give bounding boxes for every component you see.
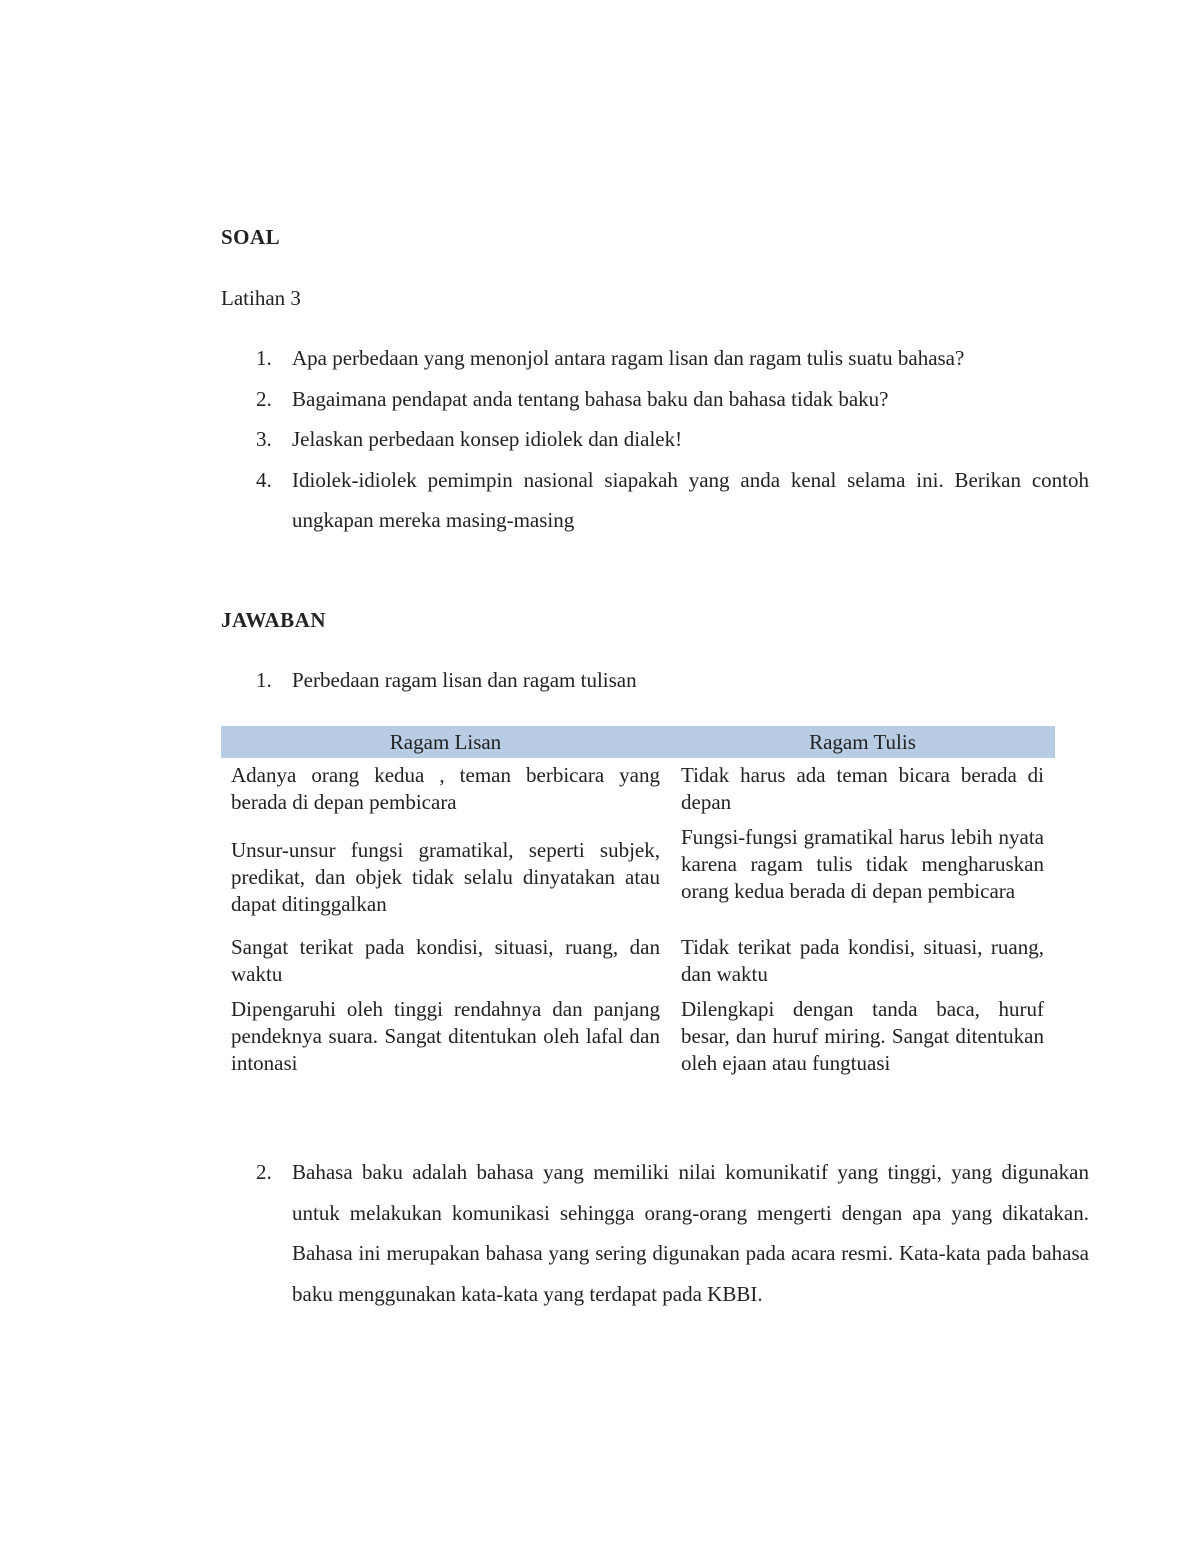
table-row (221, 922, 1055, 992)
question-item: 2. Bagaimana pendapat anda tentang bahasa baku dan bahasa tidak baku? (256, 386, 889, 411)
jawaban-heading: JAWABAN (221, 608, 327, 632)
table-row (221, 820, 1055, 922)
question-text: Bagaimana pendapat anda tentang bahasa baku dan bahasa tidak baku? (292, 386, 889, 411)
question-item: 3. Jelaskan perbedaan konsep idiolek dan dialek! (256, 427, 683, 451)
table-cell: Tidak harus ada teman bicara berada di depan (681, 763, 1044, 814)
answer-list-2 (221, 1152, 1089, 1314)
answer-text: Perbedaan ragam lisan dan ragam tulisan (292, 668, 637, 692)
question-list (221, 338, 1089, 541)
table-cell: Adanya orang kedua , teman berbicara yang berada di depan pembicara (231, 763, 660, 814)
latihan-subtitle: Latihan 3 (221, 286, 301, 310)
question-item: 1. Apa perbedaan yang menonjol antara ragam lisan dan ragam tulis suatu bahasa? (256, 346, 965, 370)
question-text: Apa perbedaan yang menonjol antara ragam lisan dan ragam tulis suatu bahasa? (292, 346, 965, 370)
column-header-ragam-lisan: Ragam Lisan (221, 726, 670, 758)
comparison-table (221, 726, 1055, 1081)
table-row (221, 992, 1055, 1081)
table-cell: Sangat terikat pada kondisi, situasi, ruang, dan waktu (231, 935, 660, 986)
table-cell: Dipengaruhi oleh tinggi rendahnya dan panjang pendeknya suara. Sangat ditentukan oleh lafal dan intonasi (231, 997, 660, 1075)
answer-list-1 (221, 660, 1089, 701)
answer-item: 1. Perbedaan ragam lisan dan ragam tulisan (256, 668, 637, 692)
table-header-row (221, 726, 1055, 758)
table-cell: Tidak terikat pada kondisi, situasi, ruang, dan waktu (681, 935, 1044, 986)
answer-item: 2. Bahasa baku adalah bahasa yang memiliki nilai komunikatif yang tinggi, yang digunakan untuk melakukan komunikasi sehingga orang-orang mengerti dengan apa yang dikatakan. Bahasa ini merupakan bahasa yang sering digunakan pada acara resmi. Kata-kata pada bahasa baku menggunakan kata-kata yang terdapat pada KBBI. (256, 1160, 1089, 1306)
soal-heading: SOAL (221, 225, 281, 249)
table-cell: Dilengkapi dengan tanda baca, huruf besar, dan huruf miring. Sangat ditentukan oleh ejaan atau fungtuasi (681, 997, 1044, 1075)
table-row (221, 758, 1055, 820)
answer-text: Bahasa baku adalah bahasa yang memiliki nilai komunikatif yang tinggi, yang digunakan untuk melakukan komunikasi sehingga orang-orang mengerti dengan apa yang dikatakan. Bahasa ini merupakan bahasa yang sering digunakan pada acara resmi. Kata-kata pada bahasa baku menggunakan kata-kata yang terdapat pada KBBI. (292, 1160, 1089, 1306)
table-cell: Fungsi-fungsi gramatikal harus lebih nyata karena ragam tulis tidak mengharuskan orang kedua berada di depan pembicara (681, 825, 1044, 903)
question-text: Jelaskan perbedaan konsep idiolek dan dialek! (292, 427, 683, 451)
table-cell: Unsur-unsur fungsi gramatikal, seperti subjek, predikat, dan objek tidak selalu dinyatakan atau dapat ditinggalkan (231, 838, 660, 916)
question-text: Idiolek-idiolek pemimpin nasional siapakah yang anda kenal selama ini. Berikan contoh ungkapan mereka masing-masing (292, 467, 1089, 532)
column-header-ragam-tulis: Ragam Tulis (670, 726, 1055, 758)
question-item: 4. Idiolek-idiolek pemimpin nasional siapakah yang anda kenal selama ini. Berikan contoh ungkapan mereka masing-masing (256, 467, 1089, 532)
